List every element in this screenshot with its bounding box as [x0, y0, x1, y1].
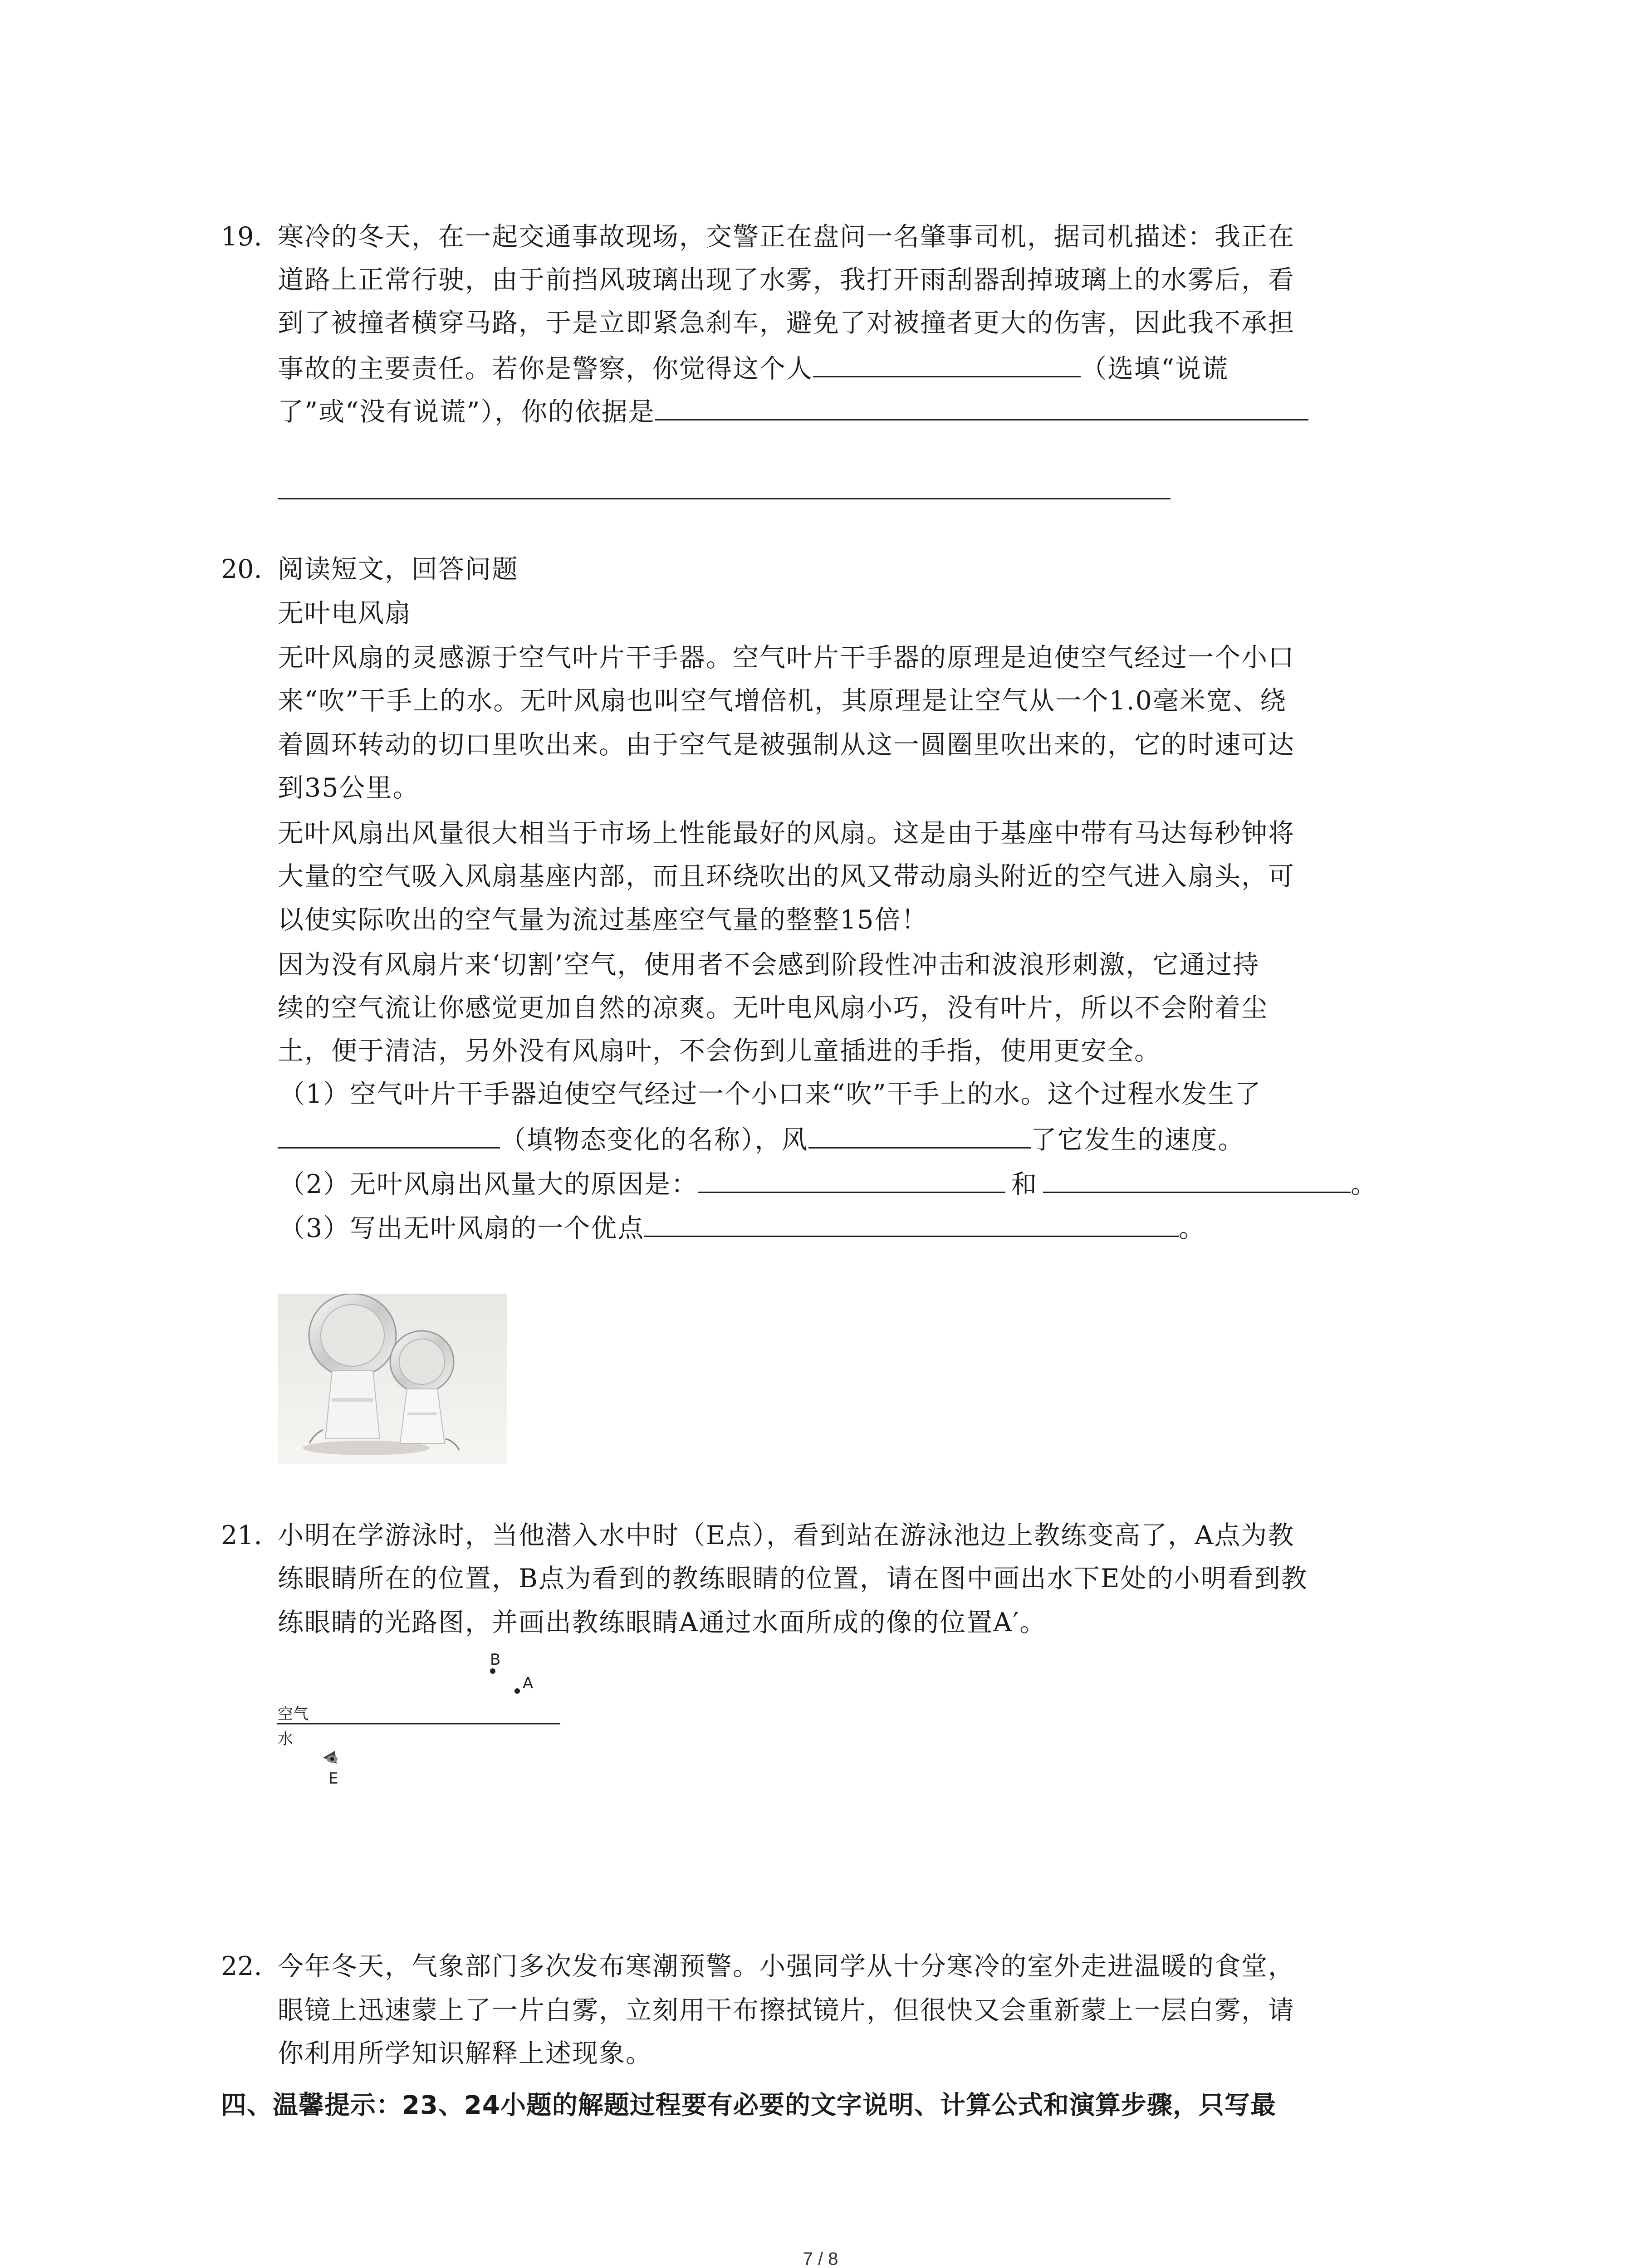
- q20-sub-1: （1）空气叶片干手器迫使空气经过一个小口来“吹”干手上的水。这个过程水发生了: [279, 1079, 1262, 1109]
- q20-passage-line-7: 以使实际吹出的空气量为流过基座空气量的整整15倍！: [278, 905, 928, 935]
- q20-passage-line-10: 土，便于清洁，另外没有风扇叶，不会伤到儿童插进的手指，使用更安全。: [278, 1036, 1161, 1066]
- q22-line-1: 今年冬天，气象部门多次发布寒潮预警。小强同学从十分寒冷的室外走进温暖的食堂，: [278, 1951, 1295, 1981]
- eye-icon: [323, 1751, 338, 1764]
- q20-sub-3-text: （3）写出无叶风扇的一个优点: [279, 1213, 645, 1243]
- refraction-diagram: [272, 1651, 572, 1816]
- q19-answer-blank-1[interactable]: [813, 352, 1081, 377]
- q20-sub-2: [279, 1168, 1377, 1198]
- bladeless-fan-photo: [278, 1294, 507, 1464]
- page-number: 7 / 8: [803, 2249, 838, 2268]
- q19-line-3: 到了被撞者横穿马路，于是立即紧急刹车，避免了对被撞者更大的伤害，因此我不承担: [278, 308, 1295, 338]
- q20-passage-line-4: 到35公里。: [278, 773, 420, 803]
- q20-passage-line-1: 无叶风扇的灵感源于空气叶片干手器。空气叶片干手器的原理是迫使空气经过一个小口: [278, 643, 1295, 673]
- q20-sub-2-text: （2）无叶风扇出风量大的原因是：: [279, 1169, 698, 1199]
- q20-sub-3-end: 。: [1179, 1213, 1206, 1243]
- q20-passage-line-8: 因为没有风扇片来‘切割’空气，使用者不会感到阶段性冲击和波浪形刺激，它通过持: [278, 950, 1260, 980]
- q20-passage-line-6: 大量的空气吸入风扇基座内部，而且环绕吹出的风又带动扇头附近的空气进入扇头，可: [278, 861, 1295, 891]
- q20-passage-line-2: 来“吹”干手上的水。无叶风扇也叫空气增倍机，其原理是让空气从一个1.0毫米宽、绕: [278, 686, 1287, 716]
- q19-answer-blank-2[interactable]: [655, 396, 1308, 420]
- q22-number: 22.: [221, 1951, 262, 1981]
- q22-line-3: 你利用所学知识解释上述现象。: [278, 2038, 652, 2068]
- q20-sub-2-and: 和: [1011, 1169, 1038, 1199]
- q20-sub-2-end: 。: [1351, 1169, 1378, 1199]
- q19-line-5: [278, 396, 1308, 425]
- q19-line-4-hint: （选填“说谎: [1081, 354, 1229, 384]
- label-e: E: [328, 1769, 338, 1788]
- label-air: 空气: [278, 1705, 309, 1723]
- q20-answer-blank-5[interactable]: [644, 1212, 1179, 1237]
- label-water: 水: [278, 1730, 293, 1748]
- q20-sub-1-text: （填物态变化的名称），风: [500, 1125, 808, 1155]
- q19-line-4-text: 事故的主要责任。若你是警察，你觉得这个人: [278, 354, 813, 384]
- q20-answer-blank-4[interactable]: [1043, 1168, 1351, 1193]
- label-b: B: [490, 1651, 501, 1669]
- q19-line-1: 寒冷的冬天，在一起交通事故现场，交警正在盘问一名肇事司机，据司机描述：我正在: [278, 222, 1295, 252]
- q20-number: 20.: [221, 554, 262, 584]
- q20-passage-line-9: 续的空气流让你感觉更加自然的凉爽。无叶电风扇小巧，没有叶片，所以不会附着尘: [278, 993, 1268, 1023]
- point-b: [490, 1668, 495, 1674]
- q20-passage-title: 无叶电风扇: [278, 598, 411, 628]
- q21-line-3: 练眼睛的光路图，并画出教练眼睛A通过水面所成的像的位置A′。: [278, 1608, 1047, 1637]
- refraction-diagram-svg: [272, 1651, 572, 1814]
- q20-passage-line-5: 无叶风扇出风量很大相当于市场上性能最好的风扇。这是由于基座中带有马达每秒钟将: [278, 818, 1295, 848]
- q20-answer-blank-1[interactable]: [278, 1124, 500, 1149]
- q20-sub-3: [279, 1212, 1205, 1242]
- section-4-heading: 四、温馨提示：23、24小题的解题过程要有必要的文字说明、计算公式和演算步骤，只写最: [221, 2091, 1276, 2120]
- bladeless-fan-illustration: [278, 1294, 507, 1464]
- q20-sub-1-end: 了它发生的速度。: [1030, 1125, 1245, 1155]
- q21-line-1: 小明在学游泳时，当他潜入水中时（E点），看到站在游泳池边上教练变高了，A点为教: [278, 1520, 1295, 1550]
- point-a: [514, 1688, 520, 1694]
- q19-answer-blank-3[interactable]: [278, 498, 1171, 499]
- q19-number: 19.: [221, 222, 262, 252]
- label-a: A: [523, 1674, 534, 1692]
- q22-line-2: 眼镜上迅速蒙上了一片白雾，立刻用干布擦拭镜片，但很快又会重新蒙上一层白雾，请: [278, 1995, 1295, 2025]
- q19-line-4: [278, 352, 1229, 382]
- q21-line-2: 练眼睛所在的位置，B点为看到的教练眼睛的位置，请在图中画出水下E处的小明看到教: [278, 1564, 1308, 1593]
- q19-line-5-text: 了”或“没有说谎”），你的依据是: [278, 397, 655, 427]
- q20-answer-blank-2[interactable]: [808, 1124, 1031, 1149]
- q19-line-2: 道路上正常行驶，由于前挡风玻璃出现了水雾，我打开雨刮器刮掉玻璃上的水雾后，看: [278, 265, 1295, 295]
- q21-number: 21.: [221, 1520, 262, 1550]
- q20-sub-1-line-2: [278, 1124, 1245, 1154]
- q20-passage-line-3: 着圆环转动的切口里吹出来。由于空气是被强制从这一圆圈里吹出来的，它的时速可达: [278, 730, 1295, 760]
- q20-instruction: 阅读短文，回答问题: [278, 554, 519, 584]
- q20-answer-blank-3[interactable]: [698, 1168, 1005, 1193]
